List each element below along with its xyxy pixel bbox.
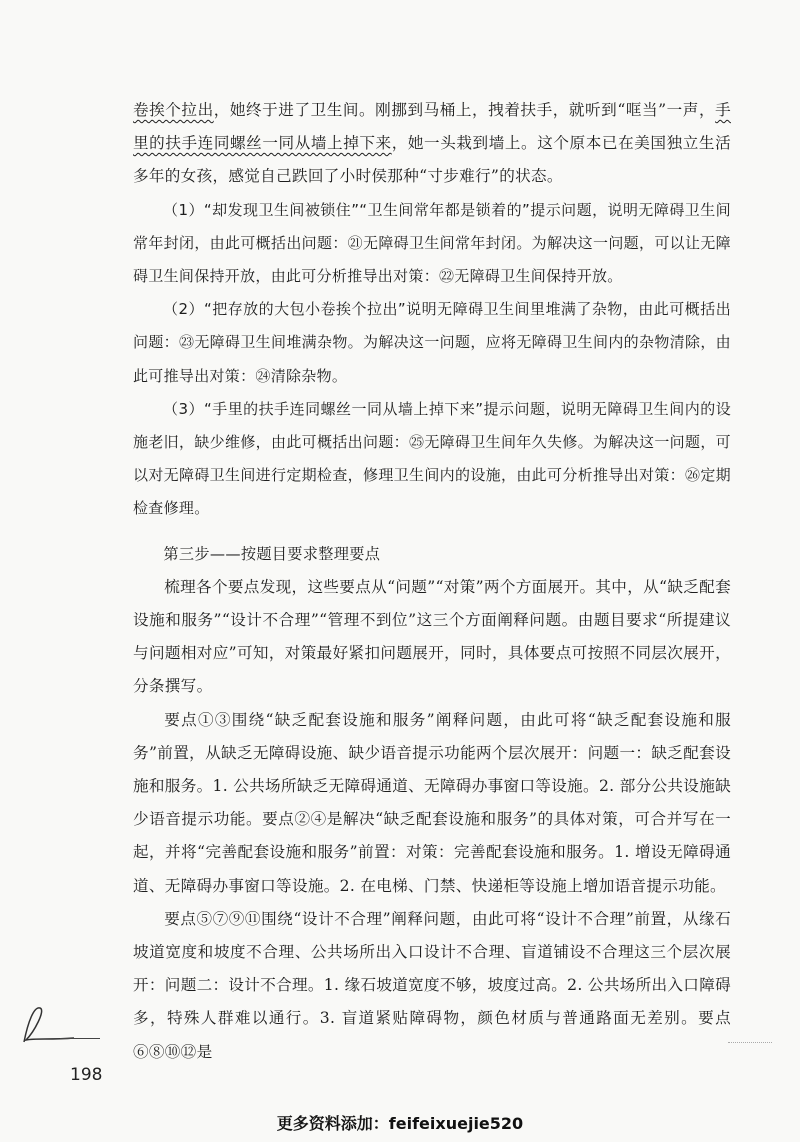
- body-text: [133, 94, 731, 1069]
- paragraph-points-2: 要点⑤⑦⑨⑪围绕“设计不合理”阐释问题，由此可将“设计不合理”前置，从缘石坡道宽度和坡度不合理、公共场所出入口设计不合理、盲道铺设不合理这三个层次展开：问题二：设计不合理。1. 缘石坡道宽度不够，坡度过高。2. 公共场所出入口障碍多，特殊人群难以通行。3. 盲道紧贴障碍物，颜色材质与普通路面无差别。要点⑥⑧⑩⑫是: [133, 909, 731, 1061]
- analysis-item-3: （3）“手里的扶手连同螺丝一同从墙上掉下来”提示问题，说明无障碍卫生间内的设施老旧，缺少维修，由此可概括出问题：㉕无障碍卫生间年久失修。为解决这一问题，可以对无障碍卫生间进行定期检查，修理卫生间内的设施，由此可分析推导出对策：㉖定期检查修理。: [133, 399, 731, 518]
- footer-note: 更多资料添加：feifeixuejie520: [276, 1114, 524, 1133]
- paragraph-points-1: 要点①③围绕“缺乏配套设施和服务”阐释问题，由此可将“缺乏配套设施和服务”前置，从缺乏无障碍设施、缺少语音提示功能两个层次展开：问题一：缺乏配套设施和服务。1. 公共场所缺乏无障碍通道、无障碍办事窗口等设施。2. 部分公共设施缺少语音提示功能。要点②④是解决“缺乏配套设施和服务”的具体对策，可合并写在一起，并将“完善配套设施和服务”前置：对策：完善配套设施和服务。1. 增设无障碍通道、无障碍办事窗口等设施。2. 在电梯、门禁、快递柜等设施上增加语音提示功能。: [133, 710, 731, 895]
- pen-scribble-icon: [16, 1002, 76, 1046]
- section-heading: 第三步——按题目要求整理要点: [163, 544, 381, 563]
- analysis-item-2: （2）“把存放的大包小卷挨个拉出”说明无障碍卫生间里堆满了杂物，由此可概括出问题：㉓无障碍卫生间堆满杂物。为解决这一问题，应将无障碍卫生间内的杂物清除，由此可推导出对策：㉔清除杂物。: [133, 300, 731, 385]
- scan-artifact: [728, 1042, 772, 1047]
- page-number: 198: [70, 1065, 103, 1085]
- divider-line: [60, 1038, 100, 1039]
- underlined-phrase: 手里的扶手连同螺丝一同从墙上掉下来: [133, 101, 731, 153]
- underlined-phrase: 卷挨个拉出: [133, 101, 214, 119]
- analysis-item-1: （1）“却发现卫生间被锁住”“卫生间常年都是锁着的”提示问题，说明无障碍卫生间常年封闭，由此可概括出问题：㉑无障碍卫生间常年封闭。为解决这一问题，可以让无障碍卫生间保持开放，由此可分析推导出对策：㉒无障碍卫生间保持开放。: [133, 200, 731, 286]
- paragraph-story-end: 卷挨个拉出，她终于进了卫生间。刚挪到马桶上，拽着扶手，就听到“哐当”一声，手里的扶手连同螺丝一同从墙上掉下来，她一头栽到墙上。这个原本已在美国独立生活多年的女孩，感觉自己跌回了小时侯那种“寸步难行”的状态。: [133, 101, 731, 186]
- paragraph-sorting: 梳理各个要点发现，这些要点从“问题”“对策”两个方面展开。其中，从“缺乏配套设施和服务”“设计不合理”“管理不到位”这三个方面阐释问题。由题目要求“所提建议与问题相对应”可知，对策最好紧扣问题展开，同时，具体要点可按照不同层次展开，分条撰写。: [133, 577, 731, 696]
